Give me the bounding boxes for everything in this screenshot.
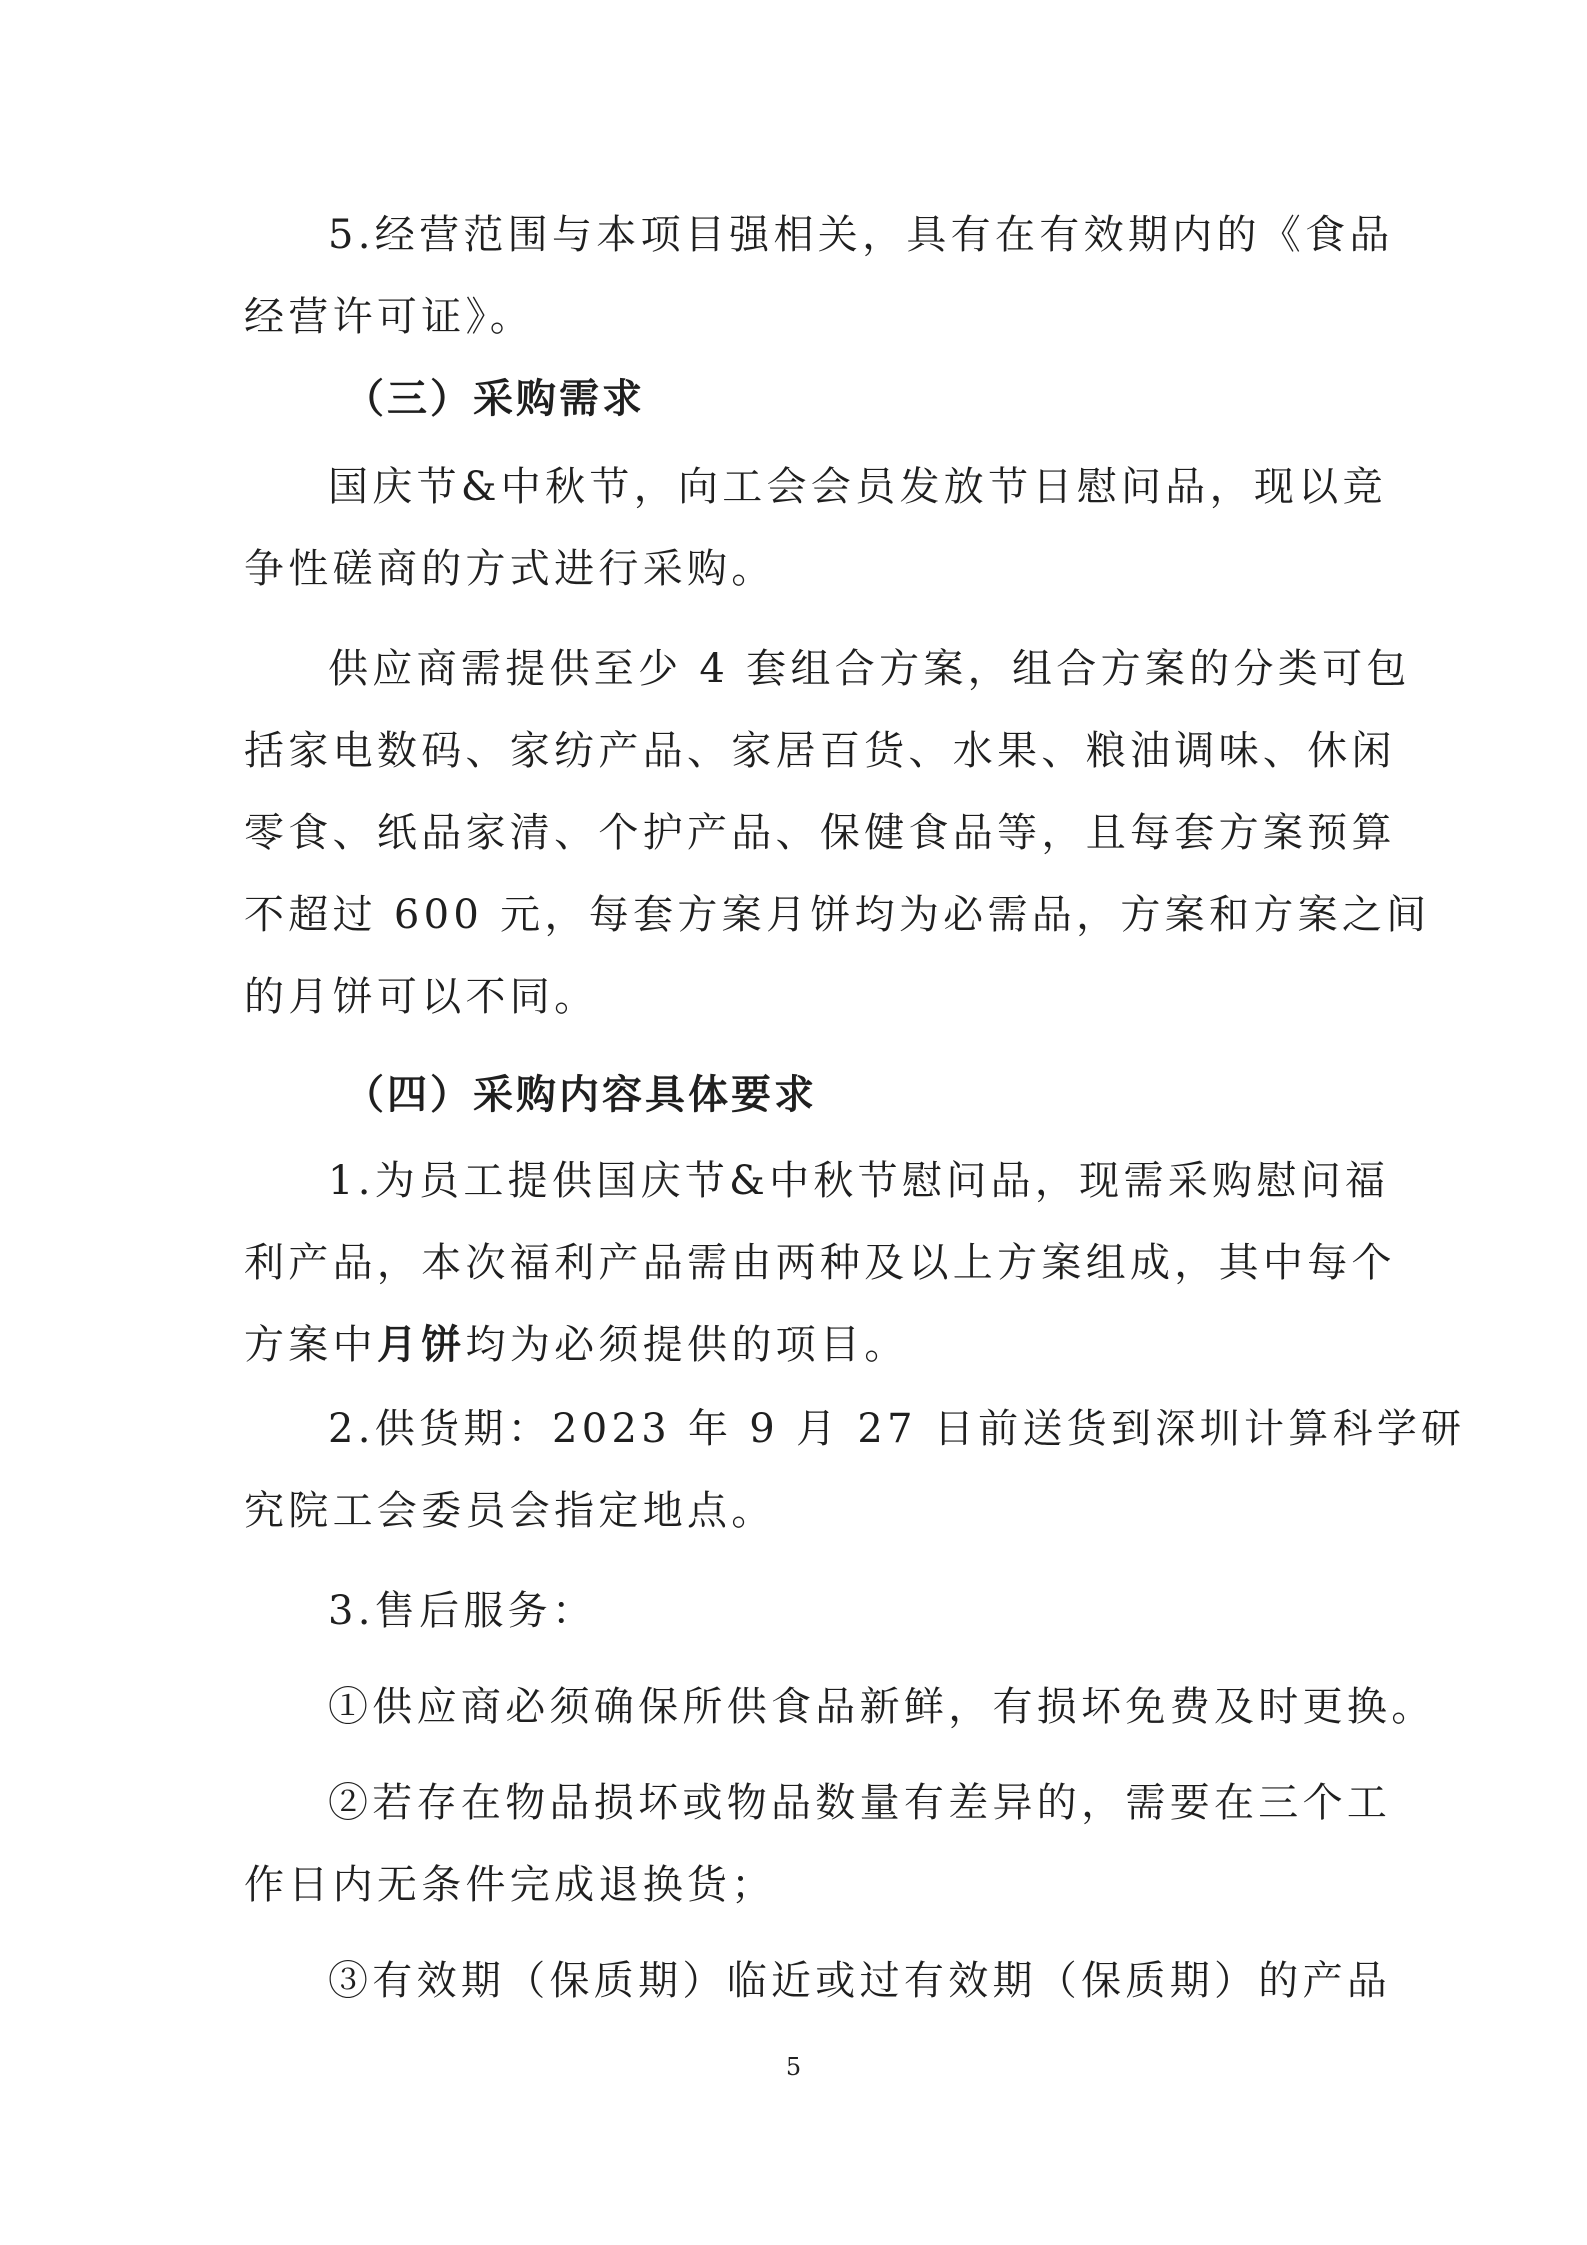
- section-heading-4: （四）采购内容具体要求: [344, 1072, 817, 1118]
- paragraph-line: 国庆节&中秋节，向工会会员发放节日慰问品，现以竞: [328, 464, 1387, 510]
- paragraph-line: 3.售后服务：: [328, 1588, 597, 1634]
- paragraph-line-mixed: [244, 1316, 1354, 1374]
- paragraph-text: 方案中: [244, 1322, 377, 1368]
- paragraph-line: 供应商需提供至少 4 套组合方案，组合方案的分类可包: [328, 646, 1411, 692]
- paragraph-line: 1.为员工提供国庆节&中秋节慰问品，现需采购慰问福: [328, 1158, 1390, 1204]
- paragraph-line: ③有效期（保质期）临近或过有效期（保质期）的产品: [328, 1958, 1392, 2004]
- paragraph-line: 不超过 600 元，每套方案月饼均为必需品，方案和方案之间: [244, 892, 1431, 938]
- section-heading-3: （三）采购需求: [344, 376, 645, 422]
- paragraph-text: 均为必须提供的项目。: [465, 1322, 909, 1368]
- page-number: 5: [785, 2053, 802, 2081]
- paragraph-line: 2.供货期：2023 年 9 月 27 日前送货到深圳计算科学研: [328, 1406, 1466, 1452]
- paragraph-line: 5.经营范围与本项目强相关，具有在有效期内的《食品: [328, 212, 1394, 258]
- paragraph-line: 究院工会委员会指定地点。: [244, 1488, 776, 1534]
- paragraph-line: 的月饼可以不同。: [244, 974, 599, 1020]
- paragraph-line: 作日内无条件完成退换货；: [244, 1862, 776, 1908]
- paragraph-line: ①供应商必须确保所供食品新鲜，有损坏免费及时更换。: [328, 1684, 1436, 1730]
- paragraph-line: ②若存在物品损坏或物品数量有差异的，需要在三个工: [328, 1780, 1392, 1826]
- paragraph-line: 争性磋商的方式进行采购。: [244, 546, 776, 592]
- paragraph-line: 零食、纸品家清、个护产品、保健食品等，且每套方案预算: [244, 810, 1396, 856]
- paragraph-line: 经营许可证》。: [244, 294, 535, 340]
- paragraph-line: 括家电数码、家纺产品、家居百货、水果、粮油调味、休闲: [244, 728, 1396, 774]
- paragraph-line: 利产品，本次福利产品需由两种及以上方案组成，其中每个: [244, 1240, 1396, 1286]
- emphasis-text: 月饼: [376, 1321, 466, 1368]
